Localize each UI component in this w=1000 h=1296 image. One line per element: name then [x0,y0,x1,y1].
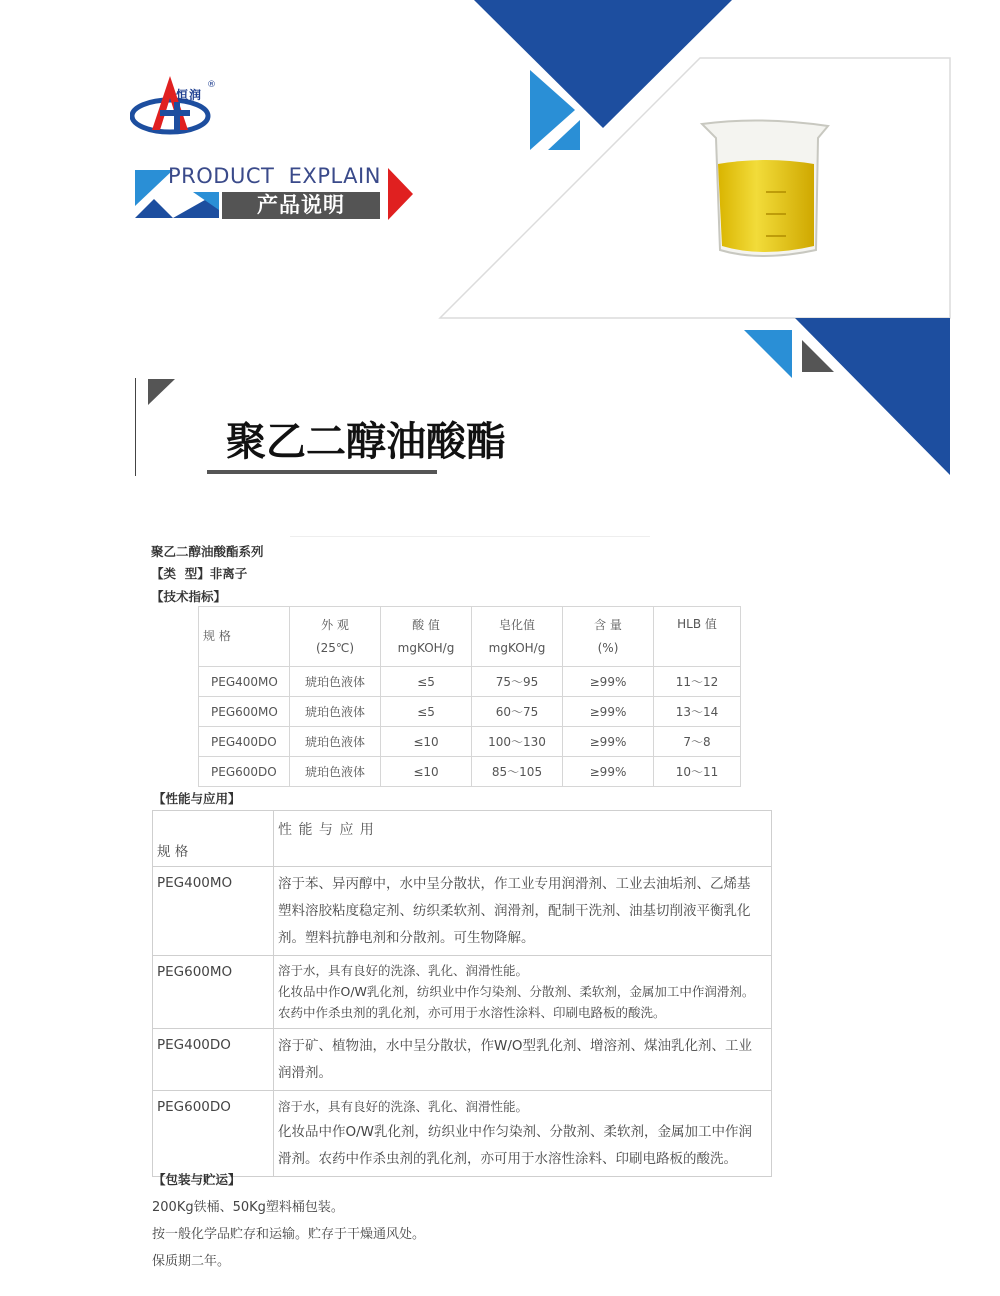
title-corner-triangle [148,379,175,405]
table-row: PEG600DO 溶于水，具有良好的洗涤、乳化、润滑性能。 化妆品中作O/W乳化剂，纺织业中作匀染剂、分散剂、柔软剂，金属加工中作润 滑剂。农药中作杀虫剂的乳化剂，亦可用于水溶性涂料、印刷电路板的酸洗。 [153,1091,772,1177]
header-content: 含 量 (%) [563,607,654,667]
type-label: 【类 型】非离子 [151,566,248,581]
pack-line-2: 按一般化学品贮存和运输。贮存于干燥通风处。 [152,1227,426,1242]
perf-label: 【性能与应用】 [153,791,241,806]
beaker-image [690,112,840,262]
header-acid: 酸 值 mgKOH/g [381,607,472,667]
tech-label: 【技术指标】 [151,589,227,604]
title-underline [207,470,437,474]
app-header-spec: 规 格 [153,811,274,867]
registered-mark: ® [207,80,216,90]
title-side-bar [135,378,136,476]
table-row: PEG400DO 溶于矿、植物油，水中呈分散状，作W/O型乳化剂、增溶剂、煤油乳化剂、工业 润滑剂。 [153,1029,772,1091]
banner-chinese: 产品说明 [257,193,345,217]
application-table [152,810,772,1177]
pack-label: 【包装与贮运】 [153,1172,241,1187]
table-row: PEG600MO 溶于水，具有良好的洗涤、乳化、润滑性能。 化妆品中作O/W乳化剂，纺织业中作匀染剂、分散剂、柔软剂，金属加工中作润滑剂。 农药中作杀虫剂的乳化剂，亦可用于水溶性涂料、印刷电路板的酸洗。 [153,956,772,1029]
navy-triangle-bottom [795,318,950,475]
table-row: PEG400DO 琥珀色液体 ≤10 100～130 ≥99% 7～8 [199,727,741,757]
divider [290,536,650,537]
app-header-perf: 性 能 与 应 用 [274,811,772,867]
series-label: 聚乙二醇油酸酯系列 [151,544,264,559]
header-appearance: 外 观 (25℃) [290,607,381,667]
sky-triangle-3 [744,330,792,378]
spec-table [198,606,741,787]
header-hlb: HLB 值 [654,607,741,667]
header-spec: 规 格 [199,607,290,667]
table-row: PEG600MO 琥珀色液体 ≤5 60～75 ≥99% 13～14 [199,697,741,727]
page-title: 聚乙二醇油酸酯 [226,419,506,465]
logo-text: 恒润 [176,88,203,102]
table-row: PEG600DO 琥珀色液体 ≤10 85～105 ≥99% 10～11 [199,757,741,787]
pack-line-3: 保质期二年。 [152,1254,231,1269]
header-sap: 皂化值 mgKOH/g [472,607,563,667]
pack-line-1: 200Kg铁桶、50Kg塑料桶包装。 [152,1200,344,1215]
table-row: PEG400MO 琥珀色液体 ≤5 75～95 ≥99% 11～12 [199,667,741,697]
table-row: PEG400MO 溶于苯、异丙醇中，水中呈分散状，作工业专用润滑剂、工业去油垢剂、乙烯基 塑料溶胶粘度稳定剂、纺织柔软剂、润滑剂，配制干洗剂、油基切削液平衡乳化 剂。塑料抗静电剂和分散剂。可生物降解。 [153,867,772,956]
banner-english: PRODUCT EXPLAIN [168,164,381,188]
